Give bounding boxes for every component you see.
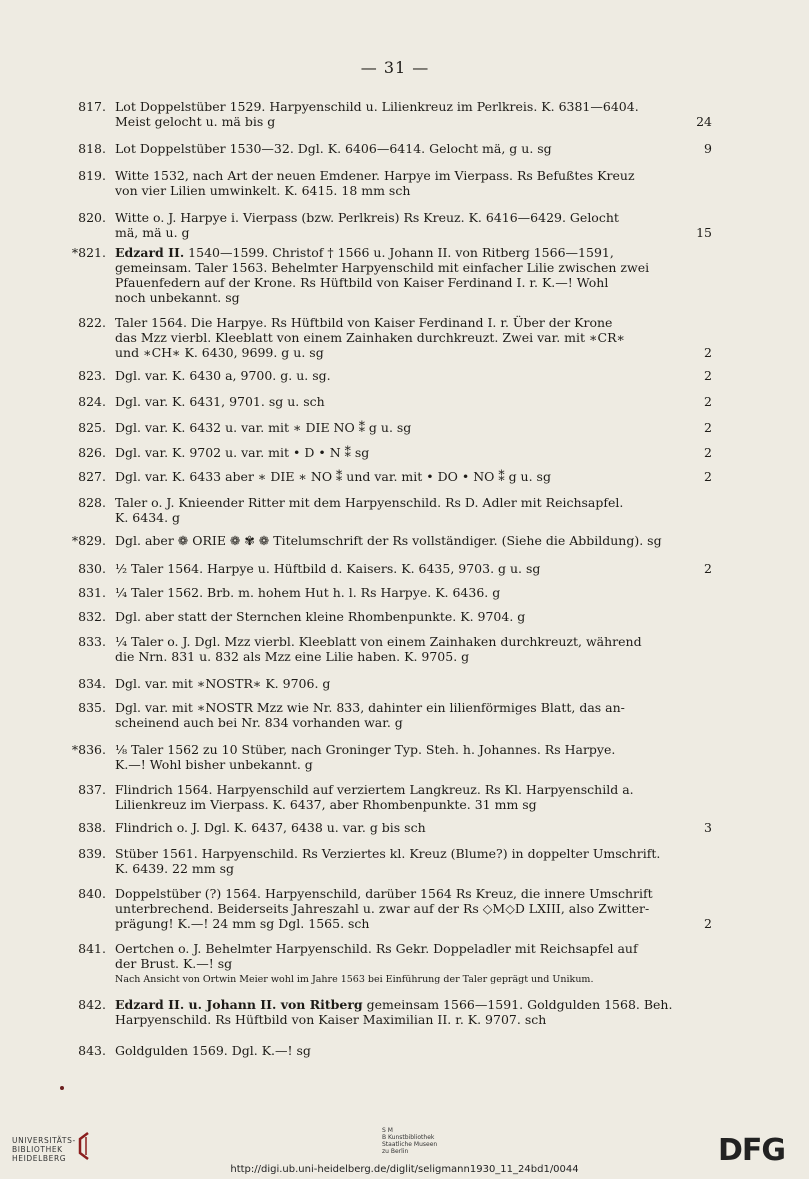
catalog-entry bbox=[60, 368, 712, 383]
entry-line: Lilienkreuz im Vierpass. K. 6437, aber Rhombenpunkte. 31 mm sg bbox=[115, 797, 537, 812]
catalog-entry bbox=[60, 495, 712, 525]
catalog-entry bbox=[60, 820, 712, 835]
entry-line: von vier Lilien umwinkelt. K. 6415. 18 mm sch bbox=[115, 183, 411, 198]
entry-number: *821. bbox=[71, 245, 106, 260]
catalog-entry bbox=[60, 846, 712, 876]
entry-line: das Mzz vierbl. Kleeblatt von einem Zainhaken durchkreuzt. Zwei var. mit ∗CR∗ bbox=[115, 330, 625, 345]
catalog-entry bbox=[60, 561, 712, 576]
museum-stamp bbox=[382, 1127, 437, 1155]
entry-line: Dgl. var. K. 6430 a, 9700. g. u. sg. bbox=[115, 368, 331, 383]
catalog-entry bbox=[60, 99, 712, 129]
catalog-entry bbox=[60, 997, 712, 1027]
entry-number: 834. bbox=[78, 676, 106, 691]
catalog-entry bbox=[60, 700, 712, 730]
page-number: — 31 — bbox=[360, 58, 430, 77]
entry-line: Edzard II. u. Johann II. von Ritberg gemeinsam 1566—1591. Goldgulden 1568. Beh. bbox=[115, 997, 673, 1012]
stamp-line: zu Berlin bbox=[382, 1148, 409, 1155]
entry-number: 832. bbox=[78, 609, 106, 624]
entry-text bbox=[115, 394, 712, 409]
catalog-entry bbox=[60, 1043, 712, 1058]
entry-number: 818. bbox=[78, 141, 106, 156]
entry-count: 2 bbox=[704, 394, 712, 409]
library-line: BIBLIOTHEK bbox=[12, 1145, 63, 1154]
entry-line: Harpyenschild. Rs Hüftbild von Kaiser Maximilian II. r. K. 9707. sch bbox=[115, 1012, 547, 1027]
entry-line: Dgl. var. K. 6433 aber ∗ DIE ∗ NO ⁑ und var. mit • DO • NO ⁑ g u. sg bbox=[115, 469, 551, 484]
entry-count: 2 bbox=[704, 469, 712, 484]
entry-number: 837. bbox=[78, 782, 106, 797]
entry-text bbox=[115, 210, 712, 240]
entry-text bbox=[115, 99, 712, 129]
library-line: HEIDELBERG bbox=[12, 1154, 67, 1163]
entry-line: die Nrn. 831 u. 832 als Mzz eine Lilie haben. K. 9705. g bbox=[115, 649, 470, 664]
entry-line: ¼ Taler o. J. Dgl. Mzz vierbl. Kleeblatt von einem Zainhaken durchkreuzt, während bbox=[115, 634, 642, 649]
entry-line: Taler 1564. Die Harpye. Rs Hüftbild von Kaiser Ferdinand I. r. Über der Krone bbox=[115, 315, 613, 330]
entry-number: *836. bbox=[71, 742, 106, 757]
entry-number: 838. bbox=[78, 820, 106, 835]
entry-text bbox=[115, 941, 712, 987]
entry-text bbox=[115, 585, 712, 600]
catalog-entry bbox=[60, 420, 712, 435]
entry-line: gemeinsam. Taler 1563. Behelmter Harpyenschild mit einfacher Lilie zwischen zwei bbox=[115, 260, 650, 275]
catalog-entry bbox=[60, 585, 712, 600]
entry-line: Witte o. J. Harpye i. Vierpass (bzw. Perlkreis) Rs Kreuz. K. 6416—6429. Gelocht bbox=[115, 210, 619, 225]
catalog-entry bbox=[60, 676, 712, 691]
entry-line: ⅛ Taler 1562 zu 10 Stüber, nach Groninger Typ. Steh. h. Johannes. Rs Harpye. bbox=[115, 742, 616, 757]
catalog-entry bbox=[60, 782, 712, 812]
entry-text bbox=[115, 997, 712, 1027]
stamp-line: S M bbox=[382, 1127, 393, 1134]
entry-line: Lot Doppelstüber 1530—32. Dgl. K. 6406—6414. Gelocht mä, g u. sg bbox=[115, 141, 552, 156]
entry-text bbox=[115, 609, 712, 624]
entry-line: Dgl. aber ❁ ORIE ❁ ✾ ❁ Titelumschrift der Rs vollständiger. (Siehe die Abbildung). sg bbox=[115, 533, 662, 548]
catalog-entry bbox=[60, 141, 712, 156]
entry-line: Taler o. J. Knieender Ritter mit dem Harpyenschild. Rs D. Adler mit Reichsapfel. bbox=[115, 495, 624, 510]
catalog-entry bbox=[60, 469, 712, 484]
entry-count: 9 bbox=[704, 141, 712, 156]
entry-line: noch unbekannt. sg bbox=[115, 290, 240, 305]
entry-number: 835. bbox=[78, 700, 106, 715]
entry-number: 839. bbox=[78, 846, 106, 861]
catalog-entry bbox=[60, 886, 712, 931]
entry-text bbox=[115, 141, 712, 156]
entry-number: 820. bbox=[78, 210, 106, 225]
entry-line: Oertchen o. J. Behelmter Harpyenschild. Rs Gekr. Doppeladler mit Reichsapfel auf bbox=[115, 941, 638, 956]
entry-text bbox=[115, 533, 712, 548]
entry-number: 822. bbox=[78, 315, 106, 330]
entry-line: Flindrich o. J. Dgl. K. 6437, 6438 u. var. g bis sch bbox=[115, 820, 426, 835]
entry-number: 840. bbox=[78, 886, 106, 901]
entry-line: Doppelstüber (?) 1564. Harpyenschild, darüber 1564 Rs Kreuz, die innere Umschrift bbox=[115, 886, 653, 901]
entry-line: Witte 1532, nach Art der neuen Emdener. Harpye im Vierpass. Rs Befußtes Kreuz bbox=[115, 168, 635, 183]
entry-number: 843. bbox=[78, 1043, 106, 1058]
entry-text bbox=[115, 245, 712, 305]
entry-number: 833. bbox=[78, 634, 106, 649]
entry-text bbox=[115, 782, 712, 812]
entry-line: Pfauenfedern auf der Krone. Rs Hüftbild von Kaiser Ferdinand I. r. K.—! Wohl bbox=[115, 275, 609, 290]
entry-number: 824. bbox=[78, 394, 106, 409]
entry-text bbox=[115, 886, 712, 931]
source-url-link[interactable]: http://digi.ub.uni-heidelberg.de/diglit/seligmann1930_11_24bd1/0044 bbox=[230, 1164, 579, 1175]
catalog-entry bbox=[60, 941, 712, 987]
entry-number: 826. bbox=[78, 445, 106, 460]
entry-line: scheinend auch bei Nr. 834 vorhanden war. g bbox=[115, 715, 403, 730]
decorative-dot bbox=[60, 1086, 64, 1090]
entry-line: Dgl. var. mit ∗NOSTR Mzz wie Nr. 833, dahinter ein lilienförmiges Blatt, das an- bbox=[115, 700, 625, 715]
entry-line: Dgl. var. K. 6431, 9701. sg u. sch bbox=[115, 394, 325, 409]
entry-line: Meist gelocht u. mä bis g bbox=[115, 114, 276, 129]
entry-count: 2 bbox=[704, 561, 712, 576]
entry-line: Flindrich 1564. Harpyenschild auf verziertem Langkreuz. Rs Kl. Harpyenschild a. bbox=[115, 782, 634, 797]
library-name bbox=[12, 1136, 76, 1163]
entry-number: 817. bbox=[78, 99, 106, 114]
catalog-entry bbox=[60, 245, 712, 305]
catalog-entry bbox=[60, 315, 712, 360]
entry-count: 2 bbox=[704, 345, 712, 360]
entry-text bbox=[115, 368, 712, 383]
entry-line: K. 6434. g bbox=[115, 510, 181, 525]
stamp-line: Staatliche Museen bbox=[382, 1141, 438, 1148]
catalog-entry bbox=[60, 394, 712, 409]
entry-line: unterbrechend. Beiderseits Jahreszahl u. zwar auf der Rs ◇M◇D LXIII, also Zwitter- bbox=[115, 901, 650, 916]
entry-line: K.—! Wohl bisher unbekannt. g bbox=[115, 757, 313, 772]
entry-number: 831. bbox=[78, 585, 106, 600]
entry-count: 15 bbox=[696, 225, 712, 240]
entry-number: 827. bbox=[78, 469, 106, 484]
entry-line: Edzard II. 1540—1599. Christof † 1566 u. Johann II. von Ritberg 1566—1591, bbox=[115, 245, 614, 260]
dfg-logo: DFG bbox=[718, 1133, 786, 1168]
entry-line: der Brust. K.—! sg bbox=[115, 956, 233, 971]
entry-text bbox=[115, 495, 712, 525]
entry-count: 2 bbox=[704, 368, 712, 383]
entry-text bbox=[115, 561, 712, 576]
entry-line: ¼ Taler 1562. Brb. m. hohem Hut h. l. Rs Harpye. K. 6436. g bbox=[115, 585, 501, 600]
entry-text bbox=[115, 742, 712, 772]
catalog-entry bbox=[60, 634, 712, 664]
entry-count: 3 bbox=[704, 820, 712, 835]
entry-line: mä, mä u. g bbox=[115, 225, 190, 240]
entry-text bbox=[115, 700, 712, 730]
entry-line: Lot Doppelstüber 1529. Harpyenschild u. Lilienkreuz im Perlkreis. K. 6381—6404. bbox=[115, 99, 639, 114]
entry-line: und ∗CH∗ K. 6430, 9699. g u. sg bbox=[115, 345, 324, 360]
entry-text bbox=[115, 676, 712, 691]
entry-note: Nach Ansicht von Ortwin Meier wohl im Jahre 1563 bei Einführung der Taler geprägt und Unikum. bbox=[115, 974, 594, 985]
entry-number: 825. bbox=[78, 420, 106, 435]
entry-count: 2 bbox=[704, 445, 712, 460]
entry-line: Dgl. aber statt der Sternchen kleine Rhombenpunkte. K. 9704. g bbox=[115, 609, 526, 624]
entry-line: prägung! K.—! 24 mm sg Dgl. 1565. sch bbox=[115, 916, 370, 931]
catalog-entry bbox=[60, 533, 712, 548]
entry-line: K. 6439. 22 mm sg bbox=[115, 861, 235, 876]
stamp-line: B Kunstbibliothek bbox=[382, 1134, 435, 1141]
entry-number: 841. bbox=[78, 941, 106, 956]
entry-text bbox=[115, 469, 712, 484]
entry-text bbox=[115, 846, 712, 876]
library-line: UNIVERSITÄTS- bbox=[12, 1136, 76, 1145]
catalog-entry bbox=[60, 210, 712, 240]
entry-number: 828. bbox=[78, 495, 106, 510]
entry-text bbox=[115, 420, 712, 435]
entry-line: Dgl. var. mit ∗NOSTR∗ K. 9706. g bbox=[115, 676, 331, 691]
entry-line: ½ Taler 1564. Harpye u. Hüftbild d. Kaisers. K. 6435, 9703. g u. sg bbox=[115, 561, 541, 576]
entry-text bbox=[115, 634, 712, 664]
catalog-entry bbox=[60, 445, 712, 460]
entry-line: Goldgulden 1569. Dgl. K.—! sg bbox=[115, 1043, 311, 1058]
catalog-entry bbox=[60, 742, 712, 772]
entry-count: 24 bbox=[696, 114, 712, 129]
entry-number: 819. bbox=[78, 168, 106, 183]
entry-number: 830. bbox=[78, 561, 106, 576]
entry-text bbox=[115, 1043, 712, 1058]
entry-text bbox=[115, 168, 712, 198]
entry-text bbox=[115, 445, 712, 460]
entry-count: 2 bbox=[704, 916, 712, 931]
entry-line: Dgl. var. K. 9702 u. var. mit • D • N ⁑ sg bbox=[115, 445, 370, 460]
entry-number: *829. bbox=[71, 533, 106, 548]
entry-text bbox=[115, 820, 712, 835]
entry-number: 823. bbox=[78, 368, 106, 383]
entry-line: Dgl. var. K. 6432 u. var. mit ∗ DIE NO ⁑ g u. sg bbox=[115, 420, 412, 435]
catalog-entry bbox=[60, 609, 712, 624]
entry-text bbox=[115, 315, 712, 360]
catalog-entry bbox=[60, 168, 712, 198]
entry-line: Stüber 1561. Harpyenschild. Rs Verziertes kl. Kreuz (Blume?) in doppelter Umschrift. bbox=[115, 846, 661, 861]
entry-count: 2 bbox=[704, 420, 712, 435]
entry-number: 842. bbox=[78, 997, 106, 1012]
library-logo-icon bbox=[76, 1131, 92, 1161]
